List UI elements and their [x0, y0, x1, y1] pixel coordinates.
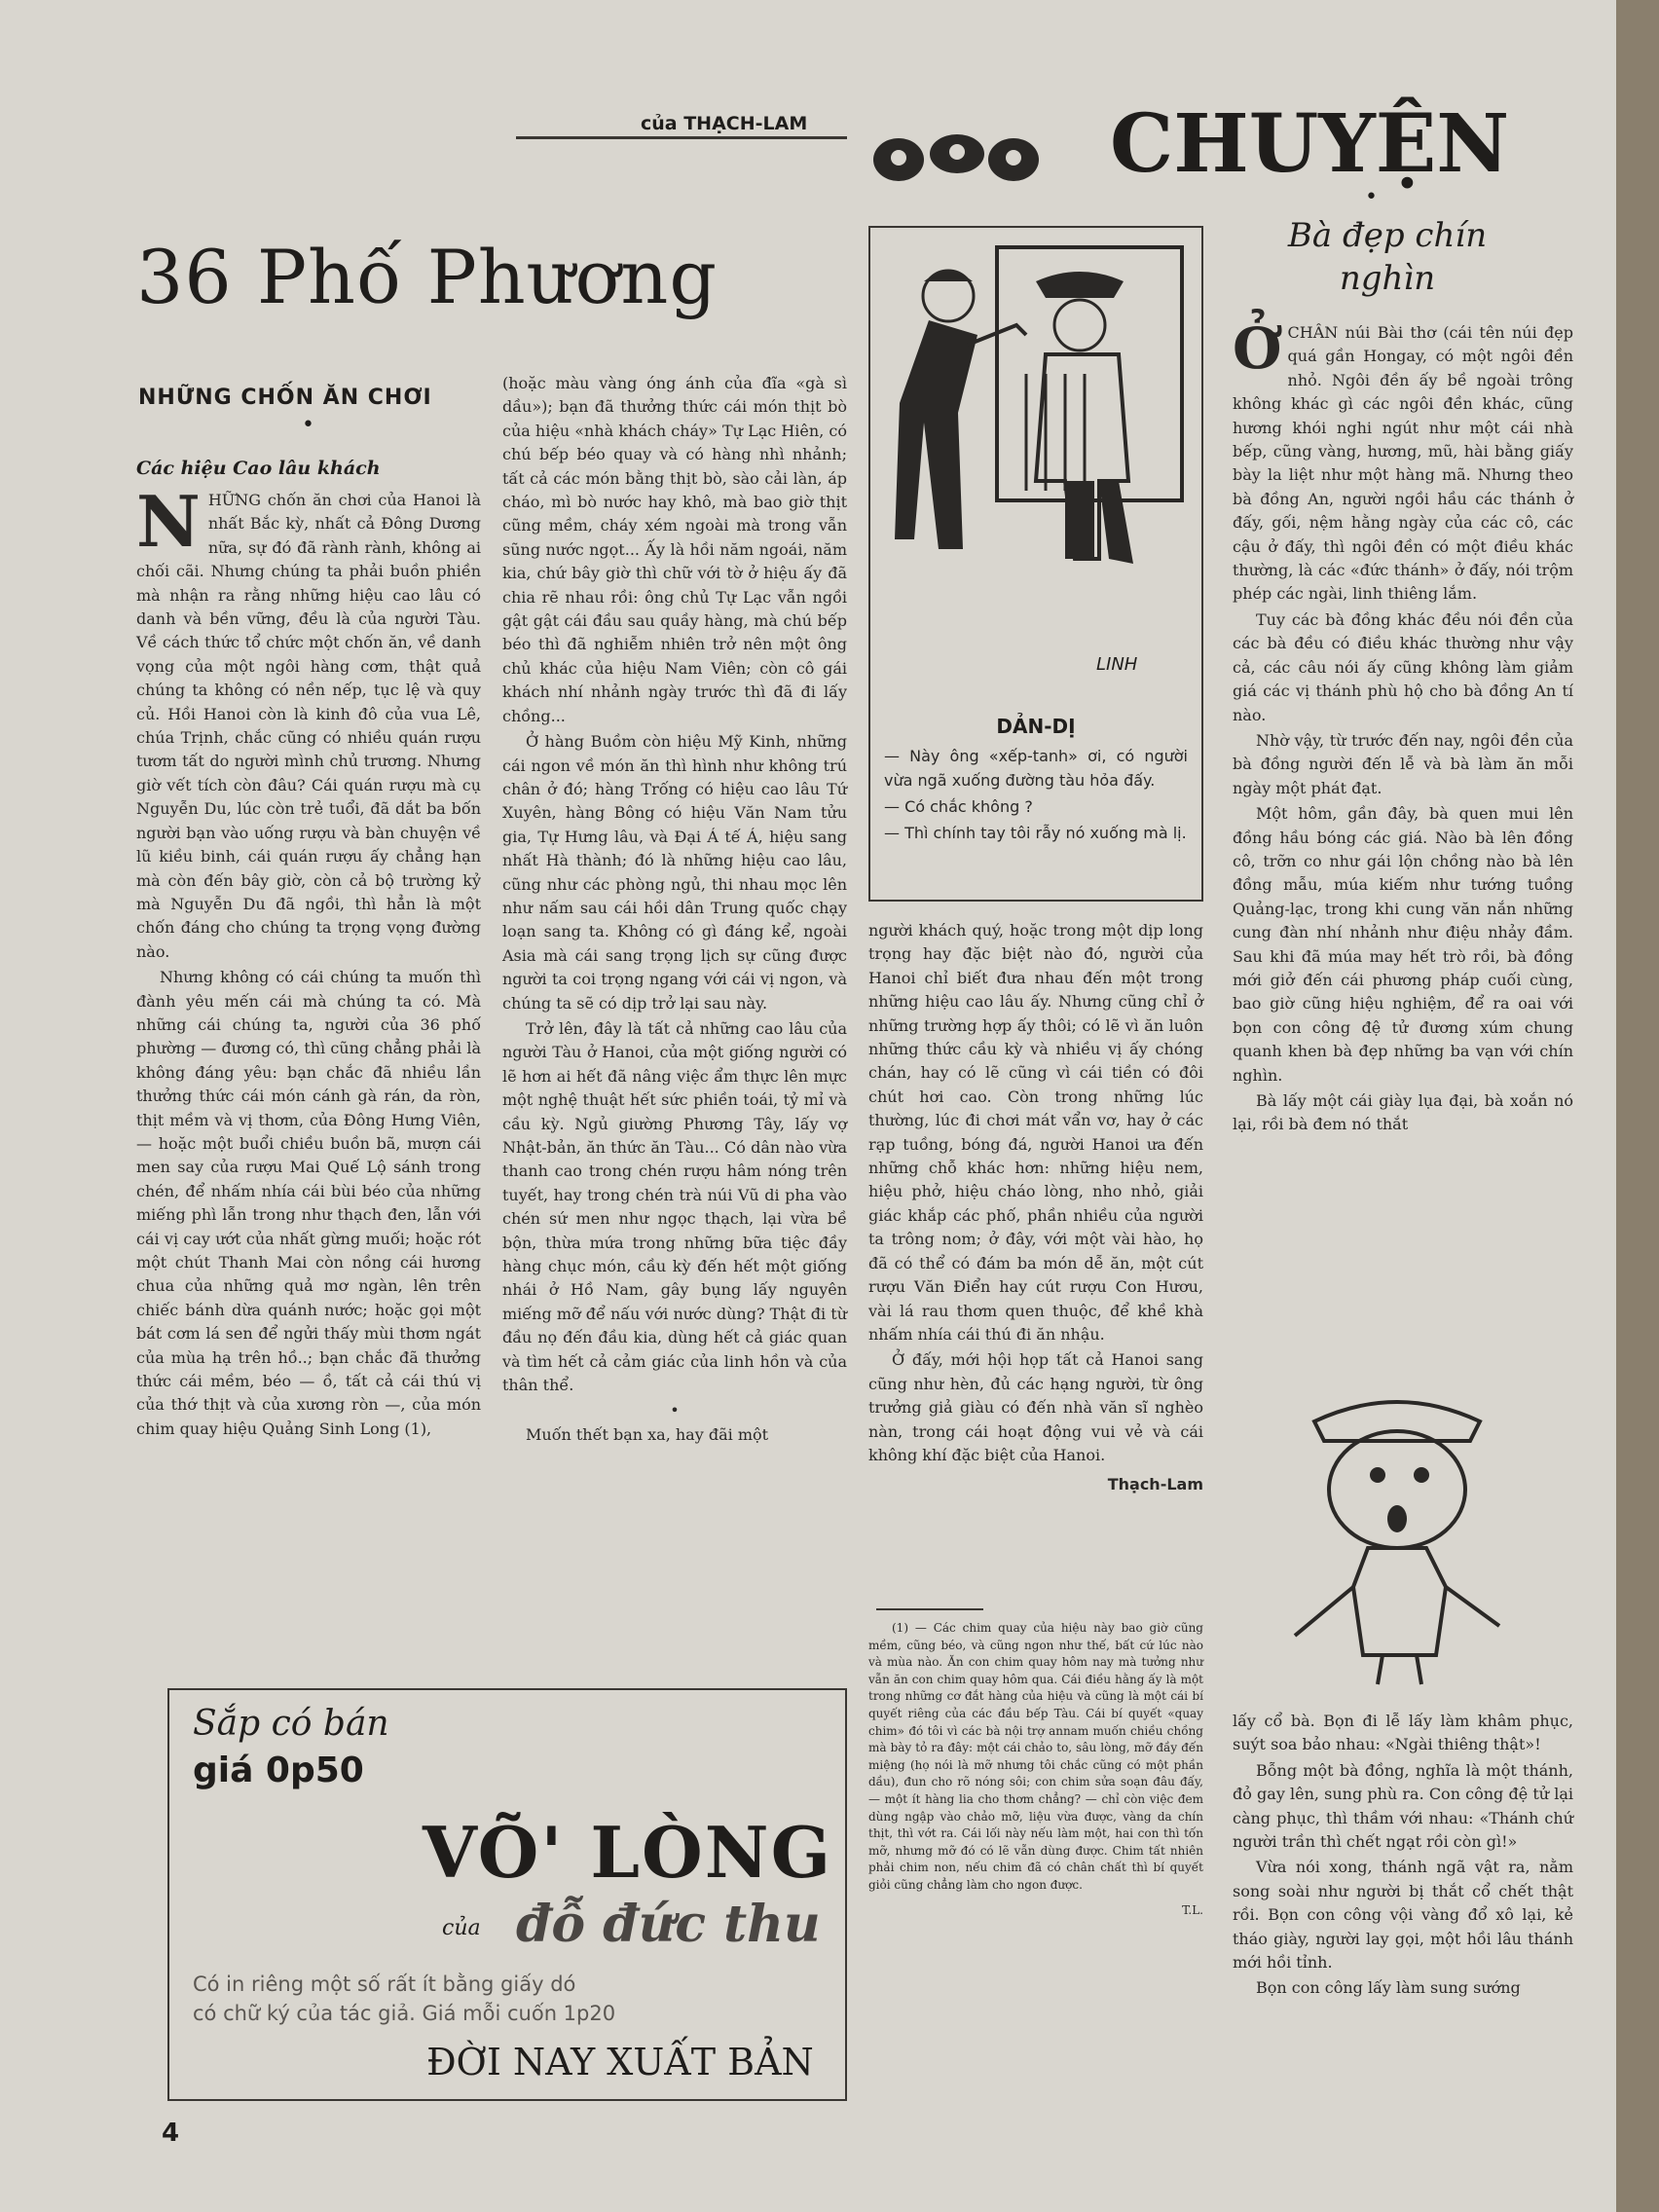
- paragraph-bullet: •: [670, 1401, 680, 1420]
- footnote-text: (1) — Các chim quay của hiệu này bao giờ cũng mềm, cũng béo, và cũng ngon như thế, bất cứ lúc nào và mùa nào. Ăn con chim quay hôm nay mà tưởng như vẫn ăn con chim quay hôm qua. Cái điều hằng ấy là một trong những cơ đắt hàng của hiệu và cũng là một cái bí quyết riêng của các đầu bếp Tàu. Cái bí quyết «quay chim» đó tôi vì các bà nội trợ annam muốn chiều chồng mà bày tỏ ra đây: một cái chảo to, sâu lòng, mỡ đầy đến miệng (họ nói là mỡ nhưng tôi chắc cũng có một phần dầu), đun cho rõ nóng sôi; con chim sửa soạn đâu đấy, — một ít hàng lia cho thơm chẳng? — chỉ còn việc đem dùng ngập vào chảo mỡ, liệu vừa được, vàng da chín thịt, thì vớt ra. Cái lối này nếu làm một, hai con thì tốn mỡ, nhưng mỡ đó có lẽ vẫn dùng được. Chim tất nhiên phải chim non, nếu chim đã có chân chất thì bí quyết giỏi cũng chẳng làm cho ngon được.: [868, 1621, 1203, 1892]
- cartoon-caption-title: DẢN-DỊ: [996, 715, 1076, 738]
- paragraph: Tuy các bà đồng khác đều nói đền của các bà đều có điều khác thường như vậy cả, các câu nói ấy cũng không làm giảm giá các vị thánh phù hộ cho bà đồng An tí nào.: [1233, 609, 1573, 724]
- paragraph: CHÂN núi Bài thơ (cái tên núi đẹp quá gần Hongay, có một ngôi đền nhỏ. Ngôi đền ấy bề ngoài trông không khác gì các ngôi đền khác, cũng hương khói nghi ngút như một cái nhà bếp, cũng vàng, hương, mũ, hài bằng giấy bày la liệt như một hàng mã. Nhưng theo bà đồng An, người ngồi hầu các thánh ở đấy, gối, nệm hằng ngày của các cô, các cậu ở đấy, thì ngôi đền có một điều khác thường, là các «đức thánh» ở đấy, nói trộm phép các ngài, linh thiêng lắm.: [1233, 323, 1573, 604]
- cartoon-dialog: [884, 744, 1188, 847]
- masthead-ornament: [869, 129, 1041, 187]
- paragraph: Nhờ vậy, từ trước đến nay, ngôi đền của bà đồng người đến lễ và bà làm ăn mỗi ngày một phát đạt.: [1233, 730, 1573, 797]
- author-byline: của THẠCH-LAM: [641, 113, 808, 134]
- chuyen-column: [1233, 315, 1573, 1139]
- paragraph: (hoặc màu vàng óng ánh của đĩa «gà sì dầu»); bạn đã thưởng thức cái món thịt bò của hiệu «nhà khách cháy» Tự Lạc Hiên, có chú bếp béo quay và có hàng nhì nhảnh; tất cả các món bằng thịt bò, sào cải làn, áp cháo, mì bò nước hay khô, mà bao giờ thịt cũng mềm, cháy xém ngoài mà trong vẫn sũng nước ngọt... Ấy là hồi năm ngoái, năm kia, chứ bây giờ thì chữ với tờ ở hiệu ấy đã chia rẽ nhau rồi: ông chủ Tự Lạc vẫn ngồi gật gật cái đầu sau quầy hàng, mà chú bếp béo thì đã nghiễm nhiên trở nên một ông chủ khác của hiệu Nam Viên; còn cô gái khách nhí nhảnh ngày trước thì đã đi lấy chồng...: [502, 374, 847, 725]
- article-column-3: [868, 919, 1203, 1497]
- paragraph: Một hôm, gần đây, bà quen mui lên đồng hầu bóng các giá. Nào bà lên đồng cô, trỡn co như gái lộn chồng nào bà lên đồng mẫu, múa kiếm như tướng tuồng Quảng-lạc, trong khi cung văn nắn những cung đàn nhí nhảnh như điệu nhảy đầm. Sau khi đã múa may hết trò rồi, bà đồng mới giở đến cái phương pháp cuối cùng, bao giờ cũng hiệu nghiệm, để ra oai với bọn con công đệ tử đương xúm chung quanh khen bà đẹp những ba vạn với chín nghìn.: [1233, 804, 1573, 1085]
- article-signature: Thạch-Lam: [1107, 1475, 1203, 1494]
- page-binding-edge: [1616, 0, 1659, 2212]
- section-title: NHỮNG CHỐN ĂN CHƠI: [138, 386, 432, 410]
- ad-note: Có in riêng một số rất ít bằng giấy dó: [193, 1972, 576, 1996]
- chuyen-column-continued: [1233, 1710, 1573, 2003]
- dialog-line: — Có chắc không ?: [884, 797, 1033, 816]
- article-column-2: [502, 372, 847, 1449]
- paragraph: người khách quý, hoặc trong một dịp long trọng hay đặc biệt nào đó, người của Hanoi chỉ biết đưa nhau đến một trong những hiệu cao lâu ấy. Nhưng cũng chỉ ở những trường hợp ấy thôi; có lẽ vì ăn luôn những thức cầu kỳ và nhiều vị ấy chóng chán, hay có lẽ cũng vì cái tiền có đôi chút hơi cao. Còn trong những lúc thường, lúc đi chơi mát vẩn vơ, hay ở các rạp tuồng, bóng đá, người Hanoi ưa đến những chỗ khác hơn: những hiệu nem, hiệu phở, hiệu cháo lòng, nho nhỏ, giải giác khắp các phố, phần nhiều của người ta trông nom; ở đây, với một vài hào, họ đã có thể có đám ba món dễ ăn, một cút rượu Văn Điển hay cút rượu Con Hươu, vài lá rau thơm quen thuộc, để khề khà nhấm nhía cái thú đi ăn nhậu.: [868, 921, 1203, 1344]
- cartoon-signature: LINH: [1096, 654, 1138, 675]
- paragraph: Muốn thết bạn xa, hay đãi một: [526, 1424, 769, 1444]
- ad-author: đỗ đức thu: [516, 1895, 821, 1954]
- paragraph: Trở lên, đây là tất cả những cao lâu của người Tàu ở Hanoi, của một giống người có lẽ hơn ai hết đã nâng việc ẩm thực lên mực một nghệ thuật hết sức phiền toái, tỷ mỉ và cầu kỳ. Ngủ giường Phương Tây, lấy vợ Nhật-bản, ăn thức ăn Tàu... Có dân nào vừa thanh cao trong chén rượu hâm nóng trên tuyết, hay trong chén trà núi Vũ di pha vào chén sứ men như ngọc thạch, lại vừa bề bộn, thừa mứa trong những bữa tiệc đầy hàng chục món, cầu kỳ đến hết một giống nhái ở Hồ Nam, gây bụng lấy nguyên miếng mỡ để nấu với nước dùng? Thật đi từ đầu nọ đến đầu kia, dùng hết cả giác quan và tìm hết cả cảm giác của linh hồn và của thân thể.: [502, 1018, 847, 1395]
- ad-book-title: VÕ' LÒNG: [423, 1811, 833, 1894]
- paragraph: Bỗng một bà đồng, nghĩa là một thánh, đỏ gay lên, sung phù ra. Con công đệ tử lại càng phục, thì thầm với nhau: «Thánh chứ người trần thì chết ngạt rồi còn gì!»: [1233, 1760, 1573, 1852]
- cartoon-figure: [1275, 1363, 1519, 1694]
- subhead: Các hiệu Cao lâu khách: [136, 458, 381, 479]
- footnote-rule: [876, 1608, 983, 1610]
- footnote-signature: T.L.: [1182, 1902, 1203, 1917]
- paragraph: Nhưng không có cái chúng ta muốn thì đành yêu mến cái mà chúng ta có. Mà những cái chúng ta, người của 36 phố phường — đương có, thì cũng chẳng phải là không đáng yêu: bạn chắc đã nhiều lần thưởng thức cái món cánh gà rán, da ròn, thịt mềm và vị thơm, của Đông Hưng Viên, — hoặc một buổi chiều buồn bã, mượn cái men say của rượu Mai Quế Lộ sánh trong chén, để nhấm nhía cái bùi béo của những miếng phì lẫn trong như thạch đen, lẫn với cái vị cay ướt của nhất gừng muối; hoặc rót một chút Thanh Mai còn nồng cái hương chua của những quả mơ ngàn, lên trên chiếc bánh dừa quánh nước; hoặc gọi một bát cơm lá sen để ngửi thấy mùi thơm ngát của mùa hạ trên hồ..; bạn chắc đã thưởng thức cái mềm, béo — ồ, tất cả cái thú vị của thớ thịt và của xương ròn —, của món chim quay hiệu Quảng Sinh Long (1),: [136, 968, 481, 1438]
- ad-coming-soon: Sắp có bán: [193, 1704, 389, 1744]
- masthead-bullet: •: [1365, 185, 1378, 209]
- ad-note: có chữ ký của tác giả. Giá mỗi cuốn 1p20: [193, 2002, 616, 2025]
- dialog-line: — Này ông «xếp-tanh» ơi, có người vừa ngã xuống đường tàu hỏa đấy.: [884, 747, 1188, 790]
- book-advertisement: [167, 1688, 847, 2101]
- article-column-1: [136, 480, 481, 1443]
- paragraph: Ở hàng Buồm còn hiệu Mỹ Kinh, những cái ngon về món ăn thì hình như không trú chân ở đó; hàng Trống có hiệu cao lâu Tứ Xuyên, hàng Bông có hiệu Văn Nam tửu gia, Tự Hưng lâu, và Đại Á tế Á, hiệu sang nhất Hà thành; đó là những hiệu cao lâu, cũng như các phòng ngủ, thi nhau mọc lên như nấm sau cái hồi dân Trung quốc chạy loạn sang ta. Không có gì đáng kể, ngoài Asia mà cái sang trọng lịch sự cũng được người ta coi trọng ngang với cái vị ngon, và chúng ta sẽ có dịp trở lại sau này.: [502, 732, 847, 1013]
- cartoon-drawing: [870, 228, 1201, 695]
- cartoon-box: [868, 226, 1203, 902]
- story-title: Bà đẹp chín nghìn: [1287, 216, 1488, 298]
- page-number: 4: [162, 2119, 180, 2148]
- paragraph: Ở đấy, mới hội họp tất cả Hanoi sang cũng như hèn, đủ các hạng người, từ ông trưởng giả giàu có đến nhà văn sĩ nghèo nàn, trong cái hoạt động vui vẻ và cái không khí đặc biệt của Hanoi.: [868, 1350, 1203, 1464]
- paragraph: Vừa nói xong, thánh ngã vật ra, nằm song soài như người bị thắt cổ chết thật rồi. Bọn con công vội vàng đổ xô lại, kẻ tháo giày, người lay gọi, một hồi lâu thánh mới hồi tỉnh.: [1233, 1858, 1573, 1972]
- paragraph: lấy cổ bà. Bọn đi lễ lấy làm khâm phục, suýt soa bảo nhau: «Ngài thiêng thật»!: [1233, 1712, 1573, 1754]
- page-title: 36 Phố Phương: [136, 234, 718, 320]
- paragraph: HỮNG chốn ăn chơi của Hanoi là nhất Bắc kỳ, nhất cả Đông Dương nữa, sự đó đã rành rành, không ai chối cãi. Nhưng chúng ta phải buồn phiền mà nhận ra rằng những hiệu cao lâu có danh và bền vững, đều là của người Tàu. Về cách thức tổ chức một chốn ăn, về danh vọng của một ngôi hàng cơm, thật quả chúng ta không có nền nếp, tục lệ và quy củ. Hồi Hanoi còn là kinh đô của vua Lê, chúa Trịnh, chắc cũng có nhiều quán rượu tươm tất do người mình chủ trương. Nhưng giờ vết tích còn đâu? Cái quán rượu mà cụ Nguyễn Du, lúc còn trẻ tuổi, đã dắt ba bốn người bạn vào uống rượu và bàn chuyện về lũ kiều binh, cái quán rượu ấy chẳng hạn mà còn đến bây giờ, còn cả bộ trường kỷ mà Nguyễn Du đã ngồi, thì hẳn là một chốn đáng cho chúng ta trọng vọng đường nào.: [136, 491, 481, 961]
- byline-rule: [516, 136, 847, 139]
- section-bullet: •: [302, 413, 314, 437]
- ad-of: của: [442, 1916, 481, 1940]
- dropcap: Ở: [1233, 315, 1282, 382]
- dialog-line: — Thì chính tay tôi rẫy nó xuống mà lị.: [884, 824, 1187, 842]
- paragraph: Bà lấy một cái giày lụa đại, bà xoắn nó lại, rồi bà đem nó thắt: [1233, 1091, 1573, 1134]
- dropcap: N: [136, 480, 201, 563]
- footnote: [868, 1620, 1203, 1919]
- column-masthead: CHUYỆN: [1110, 97, 1510, 191]
- ad-publisher: ĐỜI NAY XUẤT BẢN: [426, 2041, 814, 2083]
- ad-price: giá 0p50: [193, 1751, 364, 1790]
- paragraph: Bọn con công lấy làm sung sướng: [1256, 1978, 1521, 1998]
